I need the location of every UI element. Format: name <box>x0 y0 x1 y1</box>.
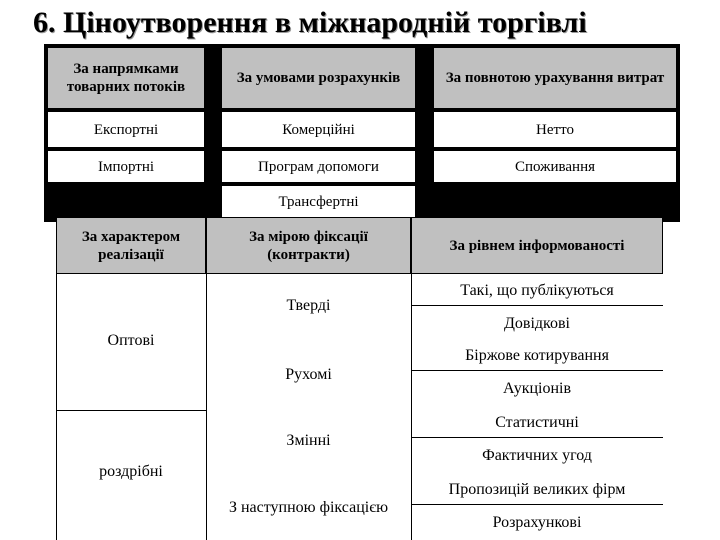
header-by-realization: За характером реалізації <box>56 217 206 274</box>
cell-consumption: Споживання <box>434 151 676 182</box>
awareness-reference: Довідкові <box>503 315 570 332</box>
fixation-moving: Рухомі <box>285 366 332 383</box>
header-by-awareness: За рівнем інформованості <box>411 217 663 274</box>
header-by-settlement-terms: За умовами розрахунків <box>222 48 415 108</box>
awareness-statistical: Статистичні <box>495 414 579 431</box>
cell-aid-programs: Програм допомоги <box>222 151 415 182</box>
fixation-variable: Змінні <box>286 432 331 449</box>
header-by-fixation: За мірою фіксації (контракти) <box>206 217 411 274</box>
awareness-actual-deals: Фактичних угод <box>482 447 592 464</box>
header-by-flow-direction: За напрямками товарних потоків <box>48 48 204 108</box>
cell-commercial: Комерційні <box>222 112 415 147</box>
left-border <box>56 274 57 540</box>
awareness-exchange-quote: Біржове котирування <box>465 347 609 364</box>
page-title: 6. Ціноутворення в міжнародній торгівлі <box>33 6 587 39</box>
awareness-divider-2 <box>411 370 663 371</box>
cell-export: Експортні <box>48 112 204 147</box>
awareness-calculated: Розрахункові <box>492 514 582 531</box>
awareness-divider-3 <box>411 437 663 438</box>
awareness-major-firms: Пропозицій великих фірм <box>448 481 626 498</box>
realization-retail: роздрібні <box>99 463 163 480</box>
header-by-cost-completeness: За повнотою урахування витрат <box>434 48 676 108</box>
cell-transfer: Трансфертні <box>222 186 415 218</box>
fixation-fixed: Тверді <box>286 297 331 314</box>
realization-wholesale: Оптові <box>107 332 155 349</box>
divider-fixation-awareness <box>411 274 412 540</box>
awareness-published: Такі, що публікуються <box>460 282 614 299</box>
realization-divider <box>56 410 206 411</box>
cell-import: Імпортні <box>48 151 204 182</box>
cell-netto: Нетто <box>434 112 676 147</box>
awareness-divider-4 <box>411 504 663 505</box>
awareness-auctions: Аукціонів <box>502 380 572 397</box>
awareness-divider-1 <box>411 305 663 306</box>
fixation-later: З наступною фіксацією <box>228 499 389 516</box>
